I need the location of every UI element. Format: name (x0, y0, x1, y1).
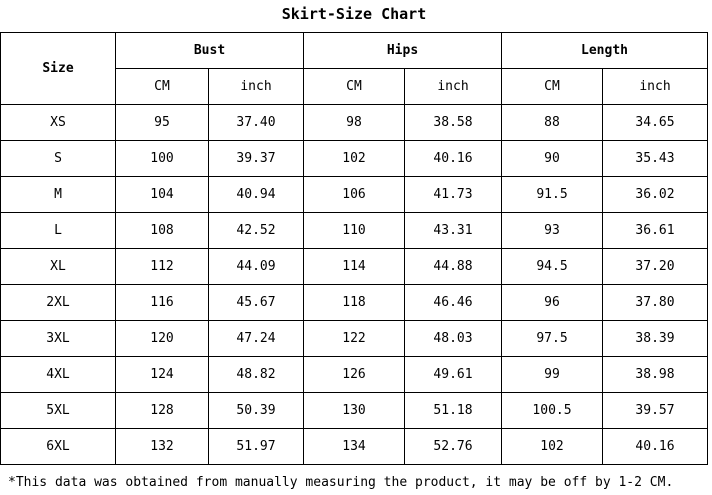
length-inch-cell: 37.80 (603, 285, 708, 321)
hips-cm-cell: 102 (304, 141, 405, 177)
table-row (1, 285, 708, 321)
length-inch-cell: 34.65 (603, 105, 708, 141)
size-cell: 6XL (1, 429, 116, 465)
hips-cm-cell: 114 (304, 249, 405, 285)
bust-cm-cell: 120 (116, 321, 209, 357)
size-cell: XS (1, 105, 116, 141)
size-cell: 2XL (1, 285, 116, 321)
bust-header: Bust (116, 33, 304, 69)
length-inch-cell: 35.43 (603, 141, 708, 177)
size-cell: M (1, 177, 116, 213)
hips-cm-cell: 110 (304, 213, 405, 249)
size-table (0, 32, 708, 465)
unit-header: CM (502, 69, 603, 105)
length-cm-cell: 94.5 (502, 249, 603, 285)
hips-cm-cell: 126 (304, 357, 405, 393)
length-inch-cell: 40.16 (603, 429, 708, 465)
hips-inch-cell: 52.76 (405, 429, 502, 465)
bust-cm-cell: 100 (116, 141, 209, 177)
group-header-row (1, 33, 708, 69)
size-cell: S (1, 141, 116, 177)
table-row (1, 393, 708, 429)
size-cell: 3XL (1, 321, 116, 357)
bust-inch-cell: 50.39 (209, 393, 304, 429)
bust-inch-cell: 47.24 (209, 321, 304, 357)
unit-header: inch (405, 69, 502, 105)
hips-cm-cell: 98 (304, 105, 405, 141)
length-cm-cell: 90 (502, 141, 603, 177)
bust-inch-cell: 51.97 (209, 429, 304, 465)
hips-inch-cell: 46.46 (405, 285, 502, 321)
size-column-header: Size (1, 33, 116, 105)
bust-inch-cell: 48.82 (209, 357, 304, 393)
length-cm-cell: 102 (502, 429, 603, 465)
hips-inch-cell: 41.73 (405, 177, 502, 213)
table-body (1, 105, 708, 465)
length-inch-cell: 39.57 (603, 393, 708, 429)
table-row (1, 105, 708, 141)
bust-cm-cell: 132 (116, 429, 209, 465)
bust-inch-cell: 45.67 (209, 285, 304, 321)
length-cm-cell: 96 (502, 285, 603, 321)
table-row (1, 429, 708, 465)
length-cm-cell: 97.5 (502, 321, 603, 357)
bust-inch-cell: 39.37 (209, 141, 304, 177)
length-cm-cell: 100.5 (502, 393, 603, 429)
hips-inch-cell: 49.61 (405, 357, 502, 393)
length-inch-cell: 38.98 (603, 357, 708, 393)
size-cell: 4XL (1, 357, 116, 393)
table-row (1, 177, 708, 213)
footnote: *This data was obtained from manually measuring the product, it may be off by 1-2 CM. (8, 475, 674, 490)
length-cm-cell: 88 (502, 105, 603, 141)
table-row (1, 357, 708, 393)
length-inch-cell: 36.61 (603, 213, 708, 249)
hips-header: Hips (304, 33, 502, 69)
unit-header: inch (209, 69, 304, 105)
bust-cm-cell: 112 (116, 249, 209, 285)
unit-header: inch (603, 69, 708, 105)
table-row (1, 249, 708, 285)
bust-inch-cell: 40.94 (209, 177, 304, 213)
length-cm-cell: 93 (502, 213, 603, 249)
hips-inch-cell: 40.16 (405, 141, 502, 177)
length-inch-cell: 37.20 (603, 249, 708, 285)
bust-cm-cell: 116 (116, 285, 209, 321)
size-cell: L (1, 213, 116, 249)
hips-cm-cell: 118 (304, 285, 405, 321)
length-inch-cell: 36.02 (603, 177, 708, 213)
bust-cm-cell: 104 (116, 177, 209, 213)
bust-cm-cell: 128 (116, 393, 209, 429)
length-inch-cell: 38.39 (603, 321, 708, 357)
hips-inch-cell: 43.31 (405, 213, 502, 249)
bust-cm-cell: 108 (116, 213, 209, 249)
chart-title: Skirt-Size Chart (281, 5, 427, 23)
bust-cm-cell: 124 (116, 357, 209, 393)
hips-cm-cell: 134 (304, 429, 405, 465)
bust-cm-cell: 95 (116, 105, 209, 141)
hips-cm-cell: 122 (304, 321, 405, 357)
size-cell: 5XL (1, 393, 116, 429)
unit-header: CM (304, 69, 405, 105)
hips-inch-cell: 44.88 (405, 249, 502, 285)
length-cm-cell: 91.5 (502, 177, 603, 213)
length-cm-cell: 99 (502, 357, 603, 393)
unit-header: CM (116, 69, 209, 105)
table-row (1, 213, 708, 249)
bust-inch-cell: 42.52 (209, 213, 304, 249)
bust-inch-cell: 44.09 (209, 249, 304, 285)
size-cell: XL (1, 249, 116, 285)
table-row (1, 321, 708, 357)
hips-cm-cell: 130 (304, 393, 405, 429)
hips-inch-cell: 51.18 (405, 393, 502, 429)
hips-inch-cell: 38.58 (405, 105, 502, 141)
hips-cm-cell: 106 (304, 177, 405, 213)
table-row (1, 141, 708, 177)
hips-inch-cell: 48.03 (405, 321, 502, 357)
bust-inch-cell: 37.40 (209, 105, 304, 141)
length-header: Length (502, 33, 708, 69)
